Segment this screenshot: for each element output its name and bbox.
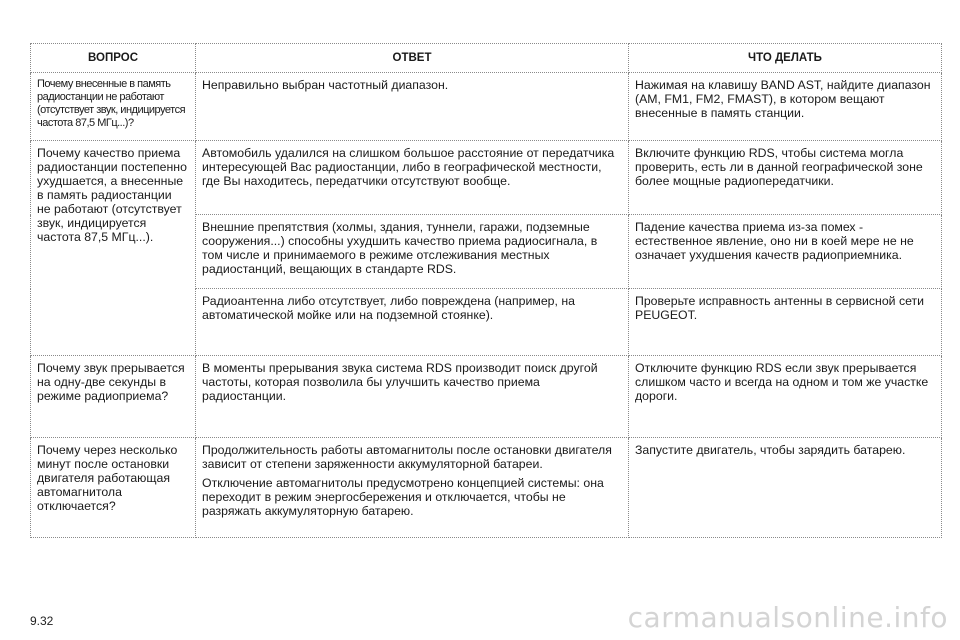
question-cell: Почему внесенные в память радиостанции не работают (отсутствует звук, индицируется частота 87,5 МГц...)?	[31, 73, 196, 141]
table-row	[31, 356, 942, 438]
header-row	[31, 44, 942, 73]
watermark: carmanualsonline.info	[627, 601, 948, 634]
answer-cell: Неправильно выбран частотный диапазон.	[196, 73, 629, 141]
answer-cell: Радиоантенна либо отсутствует, либо повреждена (например, на автоматической мойке или на подземной стоянке).	[196, 289, 629, 356]
table-row	[31, 73, 942, 141]
answer-cell: В моменты прерывания звука система RDS производит поиск другой частоты, которая позволила бы улучшить качество приема радиостанции.	[196, 356, 629, 438]
page-number: 9.32	[30, 614, 54, 628]
action-cell: Нажимая на клавишу BAND AST, найдите диапазон (AM, FM1, FM2, FMAST), в котором вещают внесенные в память станции.	[629, 73, 942, 141]
answer-paragraph: Отключение автомагнитолы предусмотрено концепцией системы: она переходит в режим энергосбережения и отключается, чтобы не разряжать аккумуляторную батарею.	[202, 476, 604, 518]
faq-table	[30, 43, 942, 538]
answer-cell: Внешние препятствия (холмы, здания, туннели, гаражи, подземные сооружения...) способны ухудшить качество приема радиосигнала, в том числе и принимаемого в режиме отслеживания местных радиостанций, вещающих в стандарте RDS.	[196, 215, 629, 289]
table-row	[31, 438, 942, 538]
table-row	[31, 141, 942, 215]
question-cell: Почему качество приема радиостанции постепенно ухудшается, а внесенные в память радиостанции не работают (отсутствует звук, индицируется частота 87,5 МГц...).	[31, 141, 196, 356]
answer-cell: Автомобиль удалился на слишком большое расстояние от передатчика интересующей Вас радиостанции, либо в географической местности, где Вы находитесь, передатчики отсутствуют вообще.	[196, 141, 629, 215]
action-cell: Запустите двигатель, чтобы зарядить батарею.	[629, 438, 942, 538]
header-question: ВОПРОС	[31, 44, 196, 73]
question-cell: Почему звук прерывается на одну-две секунды в режиме радиоприема?	[31, 356, 196, 438]
question-cell: Почему через несколько минут после остановки двигателя работающая автомагнитола отключается?	[31, 438, 196, 538]
action-cell: Включите функцию RDS, чтобы система могла проверить, есть ли в данной географической зоне более мощные радиопередатчики.	[629, 141, 942, 215]
header-action: ЧТО ДЕЛАТЬ	[629, 44, 942, 73]
action-cell: Отключите функцию RDS если звук прерывается слишком часто и всегда на одном и том же участке дороги.	[629, 356, 942, 438]
answer-paragraph: Продолжительность работы автомагнитолы после остановки двигателя зависит от степени заряженности аккумуляторной батареи.	[202, 443, 612, 471]
header-answer: ОТВЕТ	[196, 44, 629, 73]
action-cell: Проверьте исправность антенны в сервисной сети PEUGEOT.	[629, 289, 942, 356]
action-cell: Падение качества приема из-за помех - естественное явление, оно ни в коей мере не не означает ухудшения качеств радиоприемника.	[629, 215, 942, 289]
answer-cell	[196, 438, 629, 538]
